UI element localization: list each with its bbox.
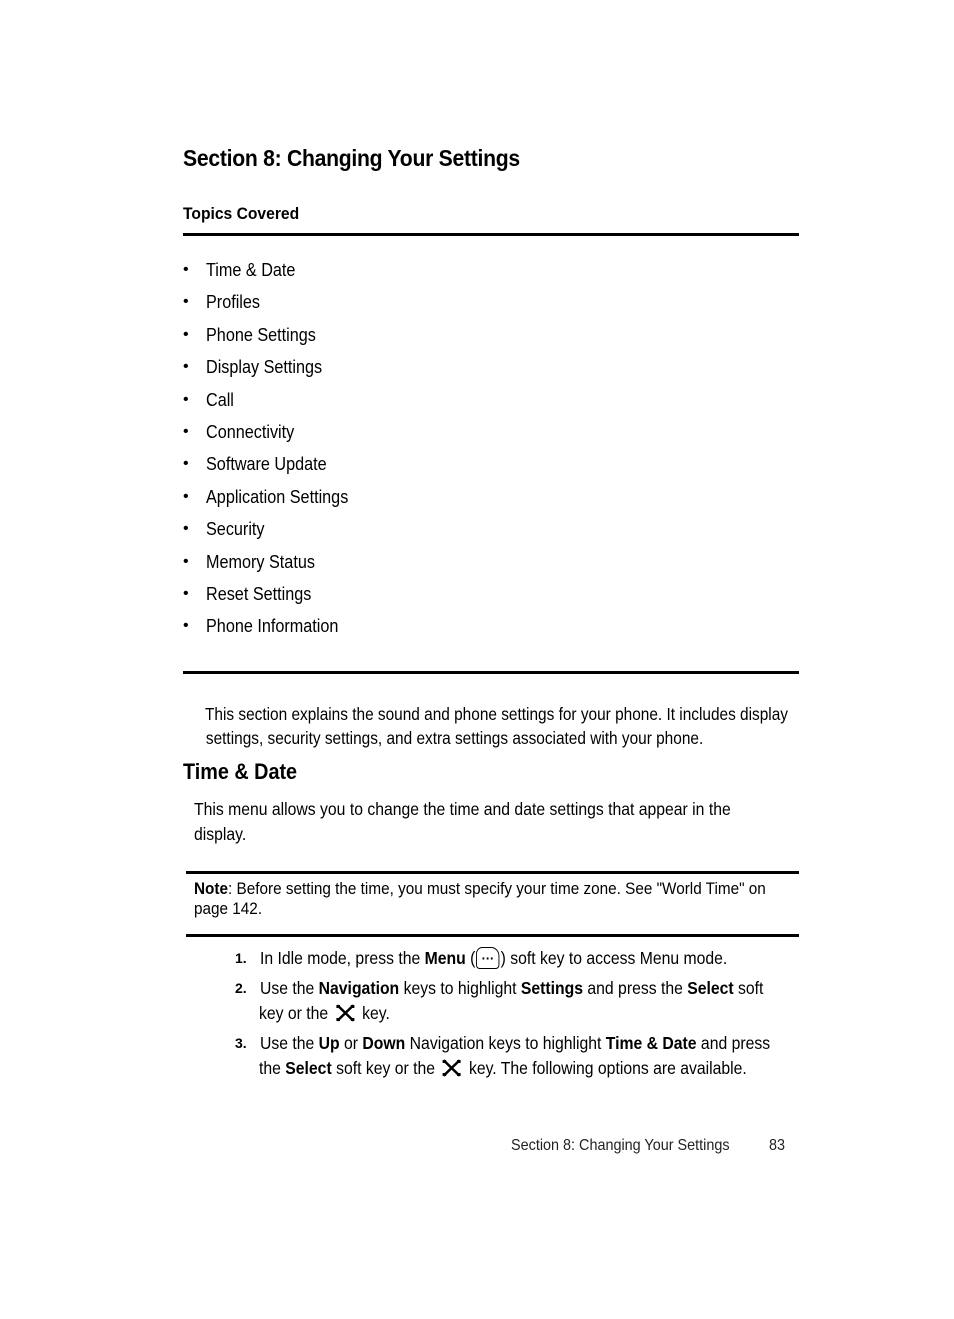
list-item: • Phone Information: [183, 612, 364, 644]
topics-list: [183, 256, 364, 645]
bullet-icon: •: [183, 293, 189, 311]
bullet-icon: •: [183, 325, 189, 343]
bullet-icon: •: [183, 390, 189, 408]
bullet-icon: •: [183, 261, 189, 278]
time-date-description: This menu allows you to change the time and date settings that appear in the display.: [194, 799, 731, 844]
bullet-icon: •: [183, 584, 189, 602]
topics-bottom-divider: [183, 671, 799, 674]
select-key-icon: [335, 1004, 355, 1022]
bullet-icon: •: [183, 455, 189, 473]
note-box: Note: Before setting the time, you must specify your time zone. See "World Time" on page 142.: [194, 879, 766, 918]
footer-section-title: Section 8: Changing Your Settings: [511, 1137, 730, 1154]
bullet-icon: •: [183, 520, 189, 538]
list-item: • Application Settings: [183, 483, 364, 515]
page-number: 83: [769, 1137, 786, 1154]
topics-heading: Topics Covered: [183, 204, 300, 223]
select-key-icon: [442, 1059, 462, 1077]
bullet-icon: •: [183, 617, 189, 635]
bullet-icon: •: [183, 552, 189, 570]
list-item: • Software Update: [183, 450, 364, 482]
step-item: 3. Use the Up or Down Navigation keys to highlight Time & Date and press the Select soft key or the key. The following options are available.: [235, 1033, 771, 1078]
list-item: • Memory Status: [183, 548, 364, 580]
intro-paragraph: This section explains the sound and phone settings for your phone. It includes display settings, security settings, and extra settings associated with your phone.: [205, 704, 788, 748]
list-item: • Display Settings: [183, 353, 364, 385]
list-item: • Reset Settings: [183, 580, 364, 612]
note-top-divider: [186, 871, 799, 874]
bullet-icon: •: [183, 358, 189, 376]
list-item: • Call: [183, 386, 364, 418]
step-item: 2. Use the Navigation keys to highlight Settings and press the Select soft key or the key.: [235, 978, 764, 1023]
list-item: • Time & Date: [183, 256, 364, 288]
list-item: • Security: [183, 515, 364, 547]
steps-list: [235, 946, 827, 1081]
list-item: • Connectivity: [183, 418, 364, 450]
menu-key-icon: [476, 947, 499, 969]
step-number: 1.: [235, 950, 247, 966]
bullet-icon: •: [183, 487, 189, 505]
note-label: Note: [194, 879, 229, 898]
topics-top-divider: [183, 233, 799, 236]
bullet-icon: •: [183, 422, 189, 440]
list-item: • Phone Settings: [183, 321, 364, 353]
step-item: 1. In Idle mode, press the Menu (··· ) soft key to access Menu mode.: [235, 946, 827, 976]
step-number: 2.: [235, 980, 247, 996]
list-item: • Profiles: [183, 288, 364, 320]
note-bottom-divider: [186, 934, 799, 937]
time-date-heading: Time & Date: [183, 759, 298, 784]
page-title: Section 8: Changing Your Settings: [183, 145, 520, 171]
step-number: 3.: [235, 1035, 247, 1051]
